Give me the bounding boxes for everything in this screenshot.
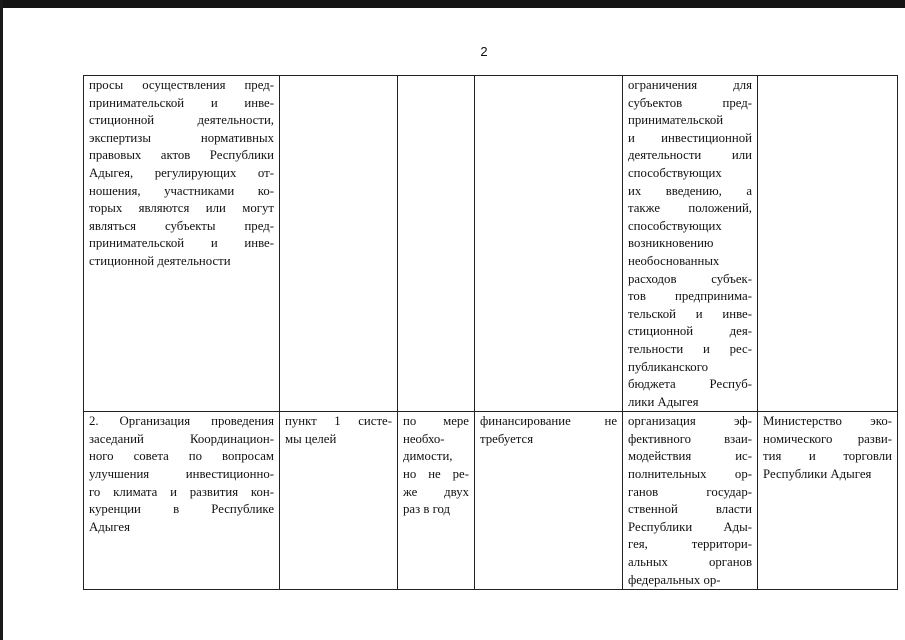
cell-text-line: организация эф- <box>628 414 752 429</box>
table-cell <box>623 412 758 590</box>
cell-text-line: просы осуществления пред- <box>89 78 274 92</box>
cell-text-line: экспертизы нормативных <box>89 130 274 145</box>
cell-text-line: тельской и инве- <box>628 306 752 321</box>
table-cell <box>475 76 623 412</box>
table-row <box>84 412 898 590</box>
table-cell <box>398 76 475 412</box>
cell-text-line: возникновению <box>628 236 714 251</box>
cell-text-line: мы целей <box>285 431 337 446</box>
cell-text-line: заседаний Координацион- <box>89 431 274 446</box>
cell-text-line: но не ре- <box>403 467 469 482</box>
cell-text-line: деятельности или <box>628 148 752 163</box>
table-cell <box>475 412 623 590</box>
cell-text-line: тов предпринима- <box>628 289 752 304</box>
table-cell <box>398 412 475 590</box>
table-cell <box>758 76 898 412</box>
table-cell <box>623 76 758 412</box>
cell-text-line: альных органов <box>628 555 752 570</box>
cell-text-line: тельности и рес- <box>628 341 752 356</box>
cell-text-line: принимательской и инве- <box>89 95 274 110</box>
cell-text-line: полнительных ор- <box>628 467 752 482</box>
table-cell <box>84 412 280 590</box>
cell-text-line: Адыгея, регулирующих от- <box>89 165 274 180</box>
cell-text-line: ограничения для <box>628 78 752 92</box>
page-number: 2 <box>480 44 488 59</box>
cell-text-line: принимательской и инве- <box>89 236 274 251</box>
cell-text-line: по мере <box>403 414 469 429</box>
table-cell <box>84 76 280 412</box>
cell-text-line: стиционной дея- <box>628 324 752 339</box>
cell-text-line: также положений, <box>628 201 752 216</box>
cell-text-line: субъектов пред- <box>628 95 752 110</box>
table-cell <box>280 412 398 590</box>
cell-text-line: стиционной деятельности, <box>89 113 274 128</box>
cell-text-line: правовых актов Республики <box>89 148 274 163</box>
cell-text-line: бюджета Респуб- <box>628 377 752 392</box>
cell-text-line: способствующих <box>628 218 722 233</box>
cell-text-line: ного совета по вопросам <box>89 449 274 464</box>
cell-text-line: способствующих <box>628 165 722 180</box>
table-cell <box>280 76 398 412</box>
cell-text-line: раз в год <box>403 502 451 517</box>
cell-text-line: и инвестиционной <box>628 130 752 145</box>
cell-text-line: тия и торговли <box>763 449 892 464</box>
cell-text-line: Министерство эко- <box>763 414 892 429</box>
cell-text-line: Адыгея <box>89 519 130 534</box>
cell-text-line: расходов субъек- <box>628 271 752 286</box>
cell-text-line: необоснованных <box>628 253 720 268</box>
table-cell <box>758 412 898 590</box>
cell-text-line: номического разви- <box>763 431 892 446</box>
cell-text-line: гея, территори- <box>628 537 752 552</box>
cell-text-line: являться субъекты пред- <box>89 218 274 233</box>
cell-text-line: модействия ис- <box>628 449 752 464</box>
cell-text-line: димости, <box>403 449 453 464</box>
cell-text-line: ганов государ- <box>628 484 752 499</box>
cell-text-line: го климата и развития кон- <box>89 484 274 499</box>
cell-text-line: принимательской <box>628 113 724 128</box>
cell-text-line: пункт 1 систе- <box>285 414 392 429</box>
cell-text-line: Республики Адыгея <box>763 467 872 482</box>
table-row <box>84 76 898 412</box>
cell-text-line: куренции в Республике <box>89 502 274 517</box>
cell-text-line: Республики Ады- <box>628 519 752 534</box>
cell-text-line: федеральных ор- <box>628 572 721 587</box>
cell-text-line: ственной власти <box>628 502 752 517</box>
cell-text-line: улучшения инвестиционно- <box>89 467 274 482</box>
cell-text-line: 2. Организация проведения <box>89 414 274 429</box>
cell-text-line: ношения, участниками ко- <box>89 183 274 198</box>
document-table <box>83 75 898 590</box>
cell-text-line: их введению, а <box>628 183 752 198</box>
cell-text-line: необхо- <box>403 431 445 446</box>
cell-text-line: требуется <box>480 431 534 446</box>
scan-left-edge <box>0 0 3 640</box>
cell-text-line: финансирование не <box>480 414 617 429</box>
cell-text-line: публиканского <box>628 359 709 374</box>
cell-text-line: лики Адыгея <box>628 394 699 409</box>
cell-text-line: фективного взаи- <box>628 431 752 446</box>
scan-top-edge <box>0 0 905 8</box>
cell-text-line: торых являются или могут <box>89 201 274 216</box>
cell-text-line: стиционной деятельности <box>89 253 231 268</box>
cell-text-line: же двух <box>403 484 469 499</box>
